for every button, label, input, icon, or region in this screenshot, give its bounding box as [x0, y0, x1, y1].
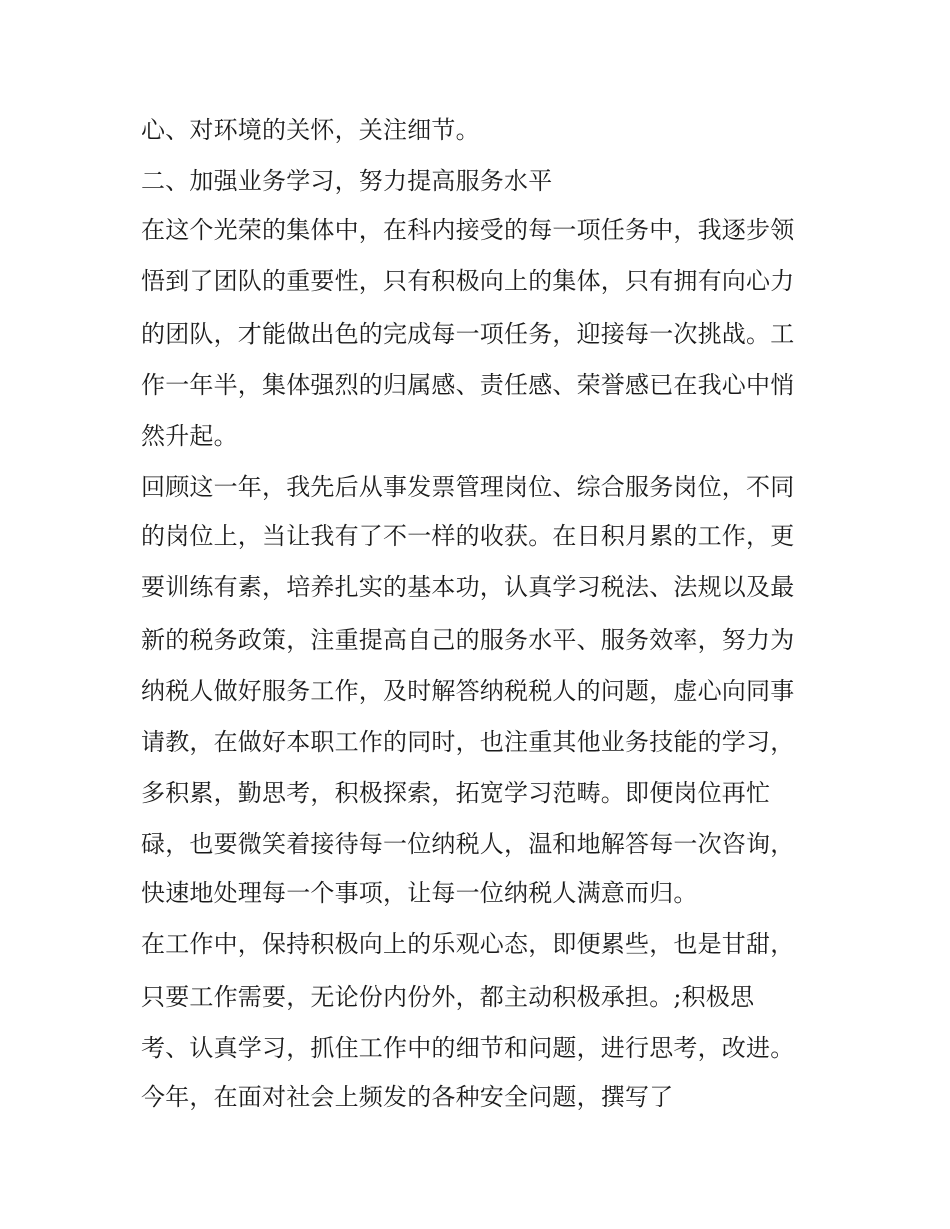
- text-line: 在工作中，保持积极向上的乐观心态，即便累些，也是甘甜，: [141, 930, 795, 958]
- text-line: 在这个光荣的集体中，在科内接受的每一项任务中，我逐步领: [141, 216, 795, 244]
- text-line: 今年，在面对社会上频发的各种安全问题，撰写了: [141, 1083, 674, 1111]
- text-line: 然升起。: [141, 422, 238, 450]
- text-line: 作一年半，集体强烈的归属感、责任感、荣誉感已在我心中悄: [141, 371, 795, 399]
- text-line: 快速地处理每一个事项，让每一位纳税人满意而归。: [141, 879, 698, 907]
- text-line: 要训练有素，培养扎实的基本功，认真学习税法、法规以及最: [141, 573, 795, 601]
- section-heading: 二、加强业务学习，努力提高服务水平: [141, 167, 553, 195]
- text-line: 考、认真学习，抓住工作中的细节和问题，进行思考，改进。: [141, 1034, 795, 1062]
- text-line: 的岗位上，当让我有了不一样的收获。在日积月累的工作，更: [141, 522, 795, 550]
- text-line: 碌，也要微笑着接待每一位纳税人，温和地解答每一次咨询，: [141, 830, 795, 858]
- text-line: 新的税务政策，注重提高自己的服务水平、服务效率，努力为: [141, 626, 795, 654]
- text-line: 纳税人做好服务工作，及时解答纳税税人的问题，虚心向同事: [141, 677, 795, 705]
- text-line: 多积累，勤思考，积极探索，拓宽学习范畴。即便岗位再忙: [141, 779, 771, 807]
- text-line: 请教，在做好本职工作的同时，也注重其他业务技能的学习，: [141, 728, 795, 756]
- text-line: 回顾这一年，我先后从事发票管理岗位、综合服务岗位，不同: [141, 473, 795, 501]
- text-line: 的团队，才能做出色的完成每一项任务，迎接每一次挑战。工: [141, 320, 795, 348]
- text-line: 只要工作需要，无论份内份外，都主动积极承担。;积极思: [141, 983, 755, 1011]
- text-line: 悟到了团队的重要性，只有积极向上的集体，只有拥有向心力: [141, 267, 795, 295]
- text-line: 心、对环境的关怀，关注细节。: [141, 116, 480, 144]
